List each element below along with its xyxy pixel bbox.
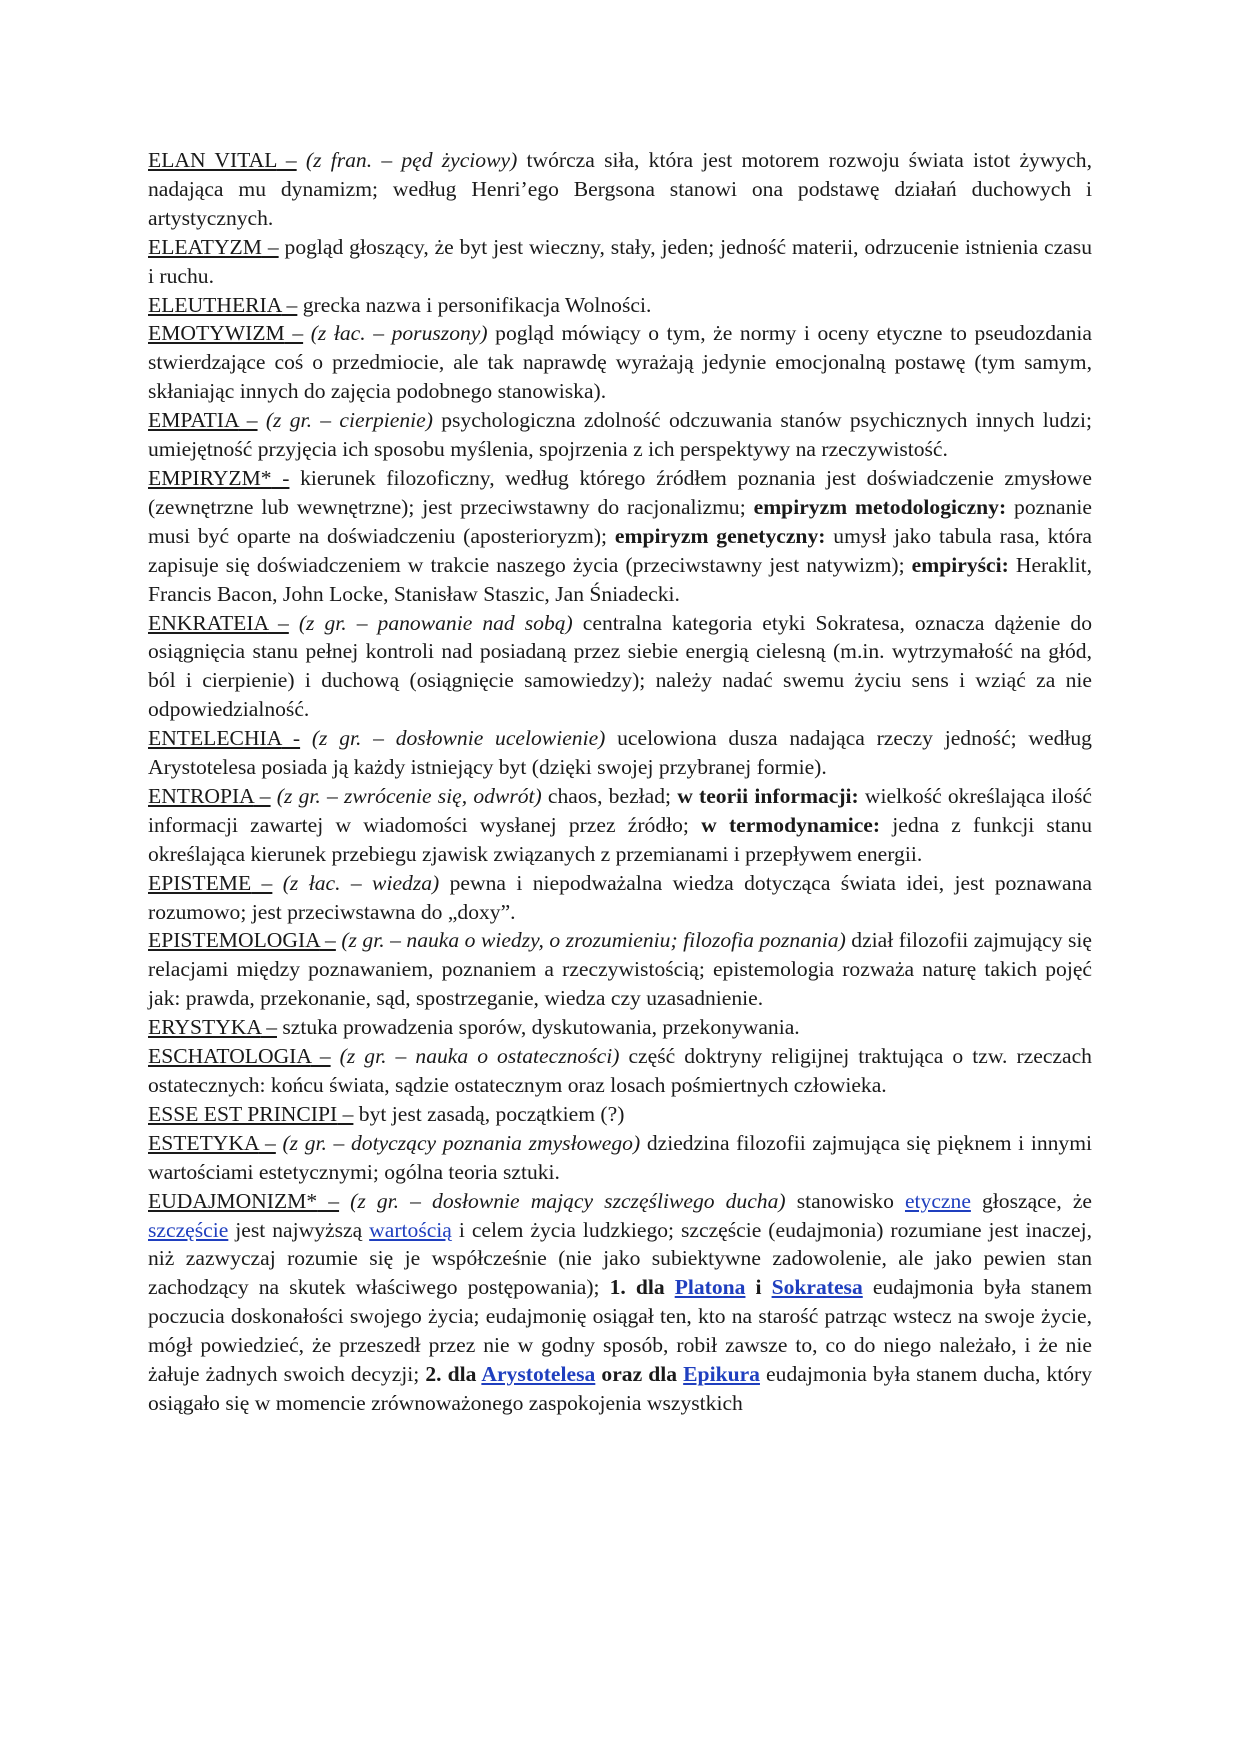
bold-keyword: i [745,1275,772,1300]
glossary-entry-emotywizm [148,319,1092,406]
definition-text: centralna kategoria etyki Sokratesa, oznacza dążenie do osiągnięcia stanu pełnej kontroli nad posiadaną przez siebie energią cielesną (m.in. wytrzymałość na głód, ból i cierpienie) i duchową (osiągnięcie samowiedzy); należy nadać swemu życiu sens i wziąć za nie odpowiedzialność. [148,610,1092,722]
glossary-entry-erystyka [148,1013,1092,1042]
entry-term: ESCHATOLOGIA [148,1044,311,1069]
entry-etymology: (z fran. – pęd życiowy) [296,148,518,172]
definition-text: ucelowiona dusza nadająca rzeczy jedność; według Arystotelesa posiada ją każdy istniejący byt (dzięki swojej przybranej formie). [148,726,1092,780]
entry-term: ELEATYZM [148,234,262,259]
glossary-entry-entropia [148,782,1092,869]
entry-term: ESSE EST PRINCIPI [148,1101,338,1126]
definition-text: Heraklit, Francis Bacon, John Locke, Stanisław Staszic, Jan Śniadecki. [148,552,1092,606]
definition-text: psychologiczna zdolność odczuwania stanów psychicznych innych ludzi; umiejętność przyjęcia ich sposobu myślenia, spojrzenia z ich perspektywy na rzeczywistość. [148,408,1092,462]
entry-term: ELEUTHERIA [148,292,282,317]
entry-dash: – [276,148,297,172]
definition-text: pogląd mówiący o tym, że normy i oceny etyczne to pseudozdania stwierdzające coś o przedmiocie, ale tak naprawdę wyrażają jedynie emocjonalną postawę (tym samym, skłaniając innych do zajęcia podobnego stanowiska). [148,321,1092,404]
definition-text: pogląd głoszący, że byt jest wieczny, stały, jeden; jedność materii, odrzucenie istnienia czasu i ruchu. [148,234,1092,288]
wiki-link-epikura[interactable]: Epikura [683,1362,760,1387]
entry-etymology: (z łac. – poruszony) [303,321,488,346]
entry-dash: – [284,321,304,346]
bold-keyword: w teorii informacji: [677,783,859,808]
definition-text: eudajmonia była stanem poczucia doskonałości swojego życia; eudajmonię osiągał ten, kto na starość patrząc wstecz na swoje życie, mógł powiedzieć, że przeszedł przez nie w godny sposób, robił zawsze to, co do niego należało, i że nie żałuje żadnych swoich decyzji; [148,1275,1092,1387]
entry-dash: – [310,1044,331,1069]
entry-dash: – [258,1130,276,1155]
entry-term: EMOTYWIZM [148,321,285,346]
glossary-entry-empatia [148,406,1092,464]
entry-etymology: (z łac. – wiedza) [272,870,440,895]
entry-etymology: (z gr. – nauka o wiedzy, o zrozumieniu; filozofia poznania) [335,928,846,953]
definition-text: poznanie musi być oparte na doświadczeniu (aposterioryzm); [148,494,1092,548]
definition-text: wielkość określająca ilość informacji zawartej w wiadomości wysłanej przez źródło; [148,783,1092,837]
glossary-entry-eleutheria [148,291,1092,320]
glossary-entry-enkrateia [148,609,1092,725]
entry-term: ENKRATEIA [148,610,268,635]
entry-etymology: (z gr. – nauka o ostateczności) [330,1044,620,1069]
bold-keyword: w termodynamice: [701,812,881,837]
definition-text: dział filozofii zajmujący się relacjami między poznawaniem, poznaniem a rzeczywistością; epistemologia rozważa naturę takich pojęć jak: prawda, przekonanie, sąd, spostrzeganie, wiedza czy uzasadnienie. [148,928,1092,1011]
definition-text: chaos, bezład; [541,783,678,808]
entry-term: EUDAJMONIZM* [148,1188,318,1213]
entry-etymology: (z gr. – cierpienie) [257,408,433,433]
definition-text: i celem życia ludzkiego; szczęście (eudajmonia) rozumiane jest inaczej, niż zazwyczaj rozumie się je współcześnie (nie jako subiektywne zadowolenie, ale jako pewien stan zachodzący na skutek właściwego postępowania); [148,1217,1092,1300]
entry-dash: – [317,1188,340,1213]
entry-etymology: (z gr. – dosłownie ucelowienie) [300,726,606,751]
bold-keyword: empiryści: [911,552,1009,577]
glossary-entry-entelechia [148,724,1092,782]
definition-text: dziedzina filozofii zajmująca się pięknem i innymi wartościami estetycznymi; ogólna teoria sztuki. [148,1130,1093,1184]
wiki-link-etyczne[interactable]: etyczne [904,1188,971,1213]
definition-text: stanowisko [785,1188,905,1213]
bold-keyword: empiryzm metodologiczny: [753,494,1007,519]
entry-term: EMPIRYZM* [148,465,272,490]
wiki-link-arystotelesa[interactable]: Arystotelesa [481,1362,596,1387]
glossary-entry-eschatologia [148,1042,1092,1100]
entry-dash: - [271,465,290,490]
bold-keyword: oraz dla [595,1362,684,1387]
bold-keyword: 1. dla [609,1275,675,1300]
glossary-entry-episteme [148,869,1092,927]
entry-dash: – [337,1101,354,1126]
entry-dash: – [260,1015,277,1040]
glossary-entry-esse-est-principi [148,1100,1092,1129]
definition-text: byt jest zasadą, początkiem (?) [353,1101,625,1126]
entry-dash: – [253,783,271,808]
entry-term: EPISTEME [148,870,252,895]
entry-term: EMPATIA [148,408,239,433]
entry-etymology: (z gr. – dosłownie mający szczęśliwego ducha) [339,1188,786,1213]
glossary-entry-elan-vital [148,146,1092,233]
definition-text: jest najwyższą [228,1217,370,1242]
definition-text: twórcza siła, która jest motorem rozwoju świata istot żywych, nadająca mu dynamizm; według Henri’ego Bergsona stanowi ona podstawę działań duchowych i artystycznych. [148,148,1092,230]
entry-term: ENTROPIA [148,783,254,808]
definition-text: eudajmonia była stanem ducha, który osiągało się w momencie zrównoważonego zaspokojenia wszystkich [148,1362,1093,1415]
definition-text: kierunek filozoficzny, według którego źródłem poznania jest doświadczenie zmysłowe (zewnętrzne lub wewnętrzne); jest przeciwstawny do racjonalizmu; [148,465,1092,519]
entry-dash: – [238,408,258,433]
glossary-entry-eleatyzm [148,233,1092,291]
glossary-entry-eudajmonizm [148,1187,1092,1418]
entry-term: EPISTEMOLOGIA [148,928,320,953]
definition-text: sztuka prowadzenia sporów, dyskutowania, przekonywania. [277,1015,800,1040]
definition-text: umysł jako tabula rasa, która zapisuje się doświadczeniem w trakcie naszego życia (przeciwstawny jest natywizm); [148,523,1093,577]
entry-term: ELAN VITAL [148,148,277,172]
definition-text: część doktryny religijnej traktująca o tzw. rzeczach ostatecznych: końcu świata, sądzie ostatecznym oraz losach pośmiertnych człowieka. [148,1044,1092,1097]
entry-etymology: (z gr. – dotyczący poznania zmysłowego) [275,1130,641,1155]
document-page [148,146,1092,1418]
bold-keyword: empiryzm genetyczny: [614,523,826,548]
entry-dash: – [281,292,298,317]
entry-term: ENTELECHIA [148,726,282,751]
definition-text: grecka nazwa i personifikacja Wolności. [297,292,652,317]
entry-term: ERYSTYKA [148,1015,261,1040]
definition-text: głoszące, że [970,1188,1093,1213]
entry-etymology: (z gr. – zwrócenie się, odwrót) [270,783,542,808]
entry-dash: - [281,726,301,751]
wiki-link-sokratesa[interactable]: Sokratesa [771,1275,863,1300]
entry-dash: – [267,610,289,635]
bold-keyword: 2. dla [425,1362,482,1387]
entry-dash: – [251,870,273,895]
wiki-link-wartoscia[interactable]: wartością [369,1217,452,1242]
wiki-link-szczescie[interactable]: szczęście [148,1217,229,1242]
definition-text: pewna i niepodważalna wiedza dotycząca świata idei, jest poznawana rozumowo; jest przeciwstawna do „doxy”. [148,870,1092,924]
wiki-link-platona[interactable]: Platona [674,1275,746,1300]
entry-dash: – [261,234,279,259]
glossary-entry-empiryzm [148,464,1092,609]
glossary-entry-epistemologia [148,926,1092,1013]
definition-text: jedna z funkcji stanu określająca kierunek przebiegu zjawisk związanych z przemianami i przepływem energii. [148,812,1092,866]
glossary-entry-estetyka [148,1129,1092,1187]
entry-dash: – [319,928,336,953]
entry-term: ESTETYKA [148,1130,259,1155]
entry-etymology: (z gr. – panowanie nad sobą) [288,610,573,635]
